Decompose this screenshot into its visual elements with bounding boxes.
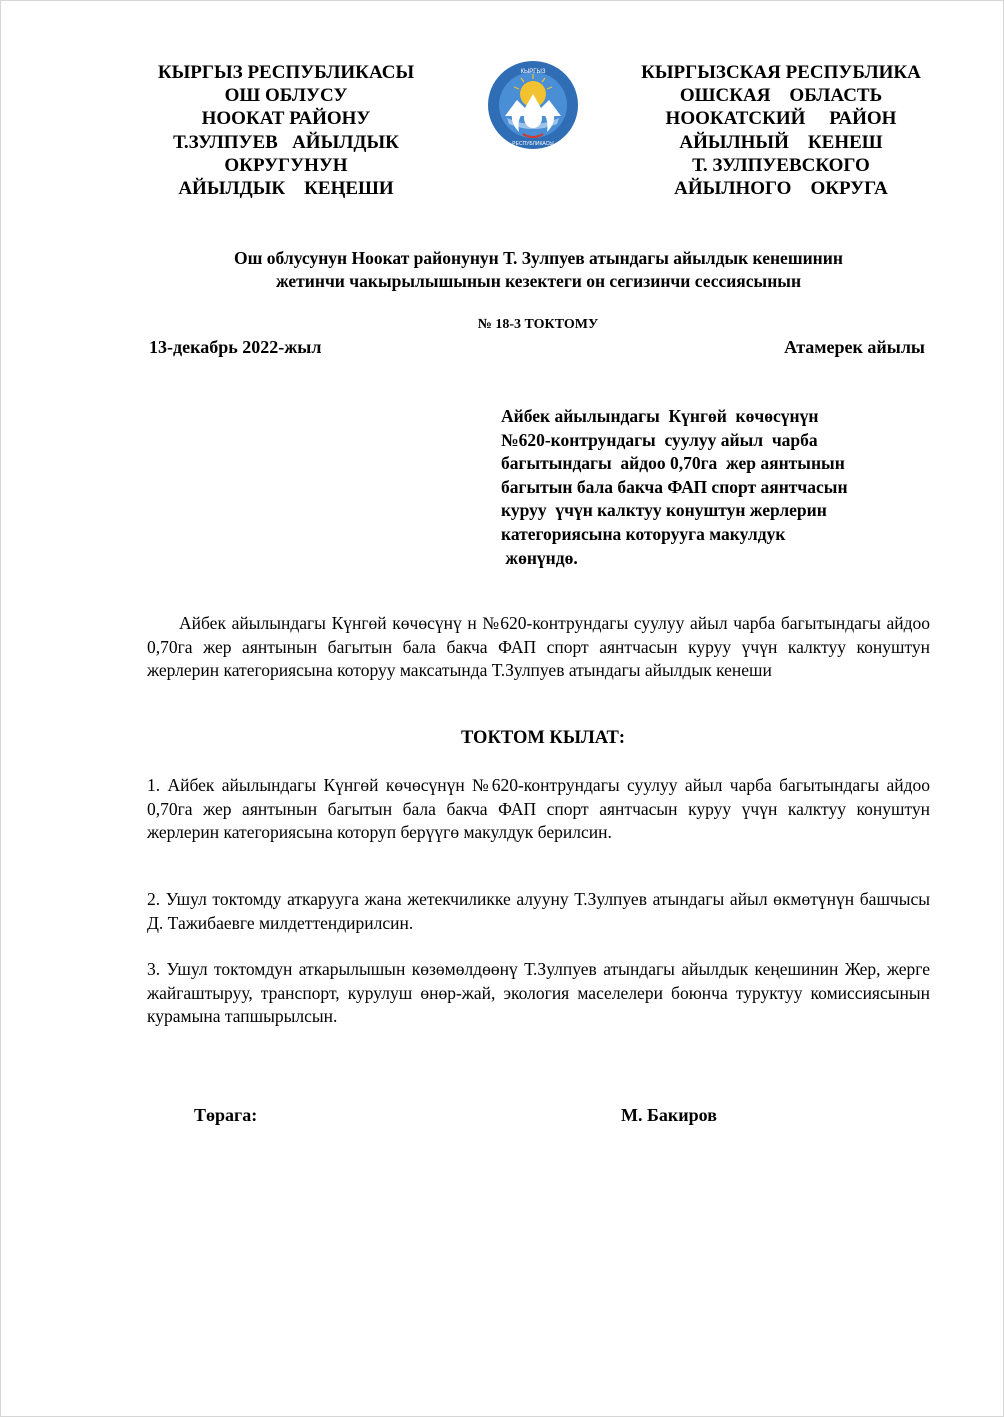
- session-line: жетинчи чакырылышынын кезектеги он сегизинчи сессиясынын: [275, 271, 802, 291]
- decree-date: 13-декабрь 2022-жыл: [149, 337, 322, 357]
- header-left-line: НООКАТ РАЙОНУ: [201, 108, 371, 130]
- signature-title: Төрага:: [194, 1105, 258, 1125]
- emblem-top-text: КЫРГЫЗ: [520, 69, 546, 75]
- subject-line: багытын бала бакча ФАП спорт аянтчасын: [501, 476, 848, 497]
- header-left-line: АЙЫЛДЫК КЕҢЕШИ: [178, 178, 394, 200]
- header-left-line: Т.ЗУЛПУЕВ АЙЫЛДЫК: [173, 131, 399, 153]
- subject-line: категориясына которууга макулдук: [501, 523, 786, 544]
- subject-line: жөнүндө.: [501, 547, 578, 568]
- header-right-line: Т. ЗУЛПУЕВСКОГО: [692, 154, 870, 176]
- header-kyrgyz: [121, 61, 451, 200]
- decree-subject: [501, 405, 921, 570]
- resolution-item-3: 3. Ушул токтомдун аткарылышын көзөмөлдөөнү Т.Зулпуев атындагы айылдык кеңешинин Жер, жерге жайгаштыруу, транспорт, курулуш өнөр-жай, экология маселелери боюнча туруктуу комиссиясынын курамына тапшырылсын.: [147, 959, 930, 1027]
- session-line: Ош облусунун Ноокат районунун Т. Зулпуев атындагы айылдык кенешинин: [234, 248, 843, 268]
- header-left-line: КЫРГЫЗ РЕСПУБЛИКАСЫ: [157, 62, 415, 83]
- decree-number: № 18-3 ТОКТОМУ: [477, 317, 599, 332]
- header-left-line: ОКРУГУНУН: [224, 154, 348, 176]
- header-right-line: КЫРГЫЗСКАЯ РЕСПУБЛИКА: [641, 62, 921, 83]
- intro-paragraph: Айбек айылындагы Күнгөй көчөсүнү н №620-контрундагы суулуу айыл чарба багытындагы айдоо 0,70га жер аянтынын багытын бала бакча ФАП спорт аянтчасын куруу үчүн калктуу конуштун жерлерин категориясына которуу максатында Т.Зулпуев атындагы айылдык кенеши: [147, 613, 930, 681]
- session-heading: [141, 247, 936, 293]
- subject-line: куруу үчүн калктуу конуштун жерлерин: [501, 500, 827, 521]
- emblem-falcon: [524, 108, 542, 128]
- header-right-line: АЙЫЛНОГО ОКРУГА: [674, 178, 888, 200]
- resolve-heading: ТОКТОМ КЫЛАТ:: [460, 728, 626, 748]
- header-right-line: АЙЫЛНЫЙ КЕНЕШ: [679, 131, 883, 153]
- state-emblem-icon: [487, 60, 579, 150]
- header-right-line: ОШСКАЯ ОБЛАСТЬ: [679, 85, 883, 107]
- subject-line: №620-контрундагы суулуу айыл чарба: [501, 429, 818, 450]
- decree-place: Атамерек айылы: [784, 337, 925, 357]
- header-russian: [606, 61, 956, 200]
- emblem-bottom-text: РЕСПУБЛИКАСЫ: [512, 141, 554, 147]
- header-left-line: ОШ ОБЛУСУ: [224, 85, 348, 107]
- subject-line: Айбек айылындагы Күнгөй көчөсүнүн: [501, 406, 819, 426]
- resolution-item-2: 2. Ушул токтомду аткарууга жана жетекчиликке алууну Т.Зулпуев атындагы айыл өкмөтүнүн башчысы Д. Тажибаевге милдеттендирилсин.: [147, 889, 930, 933]
- subject-line: багытындагы айдоо 0,70га жер аянтынын: [501, 453, 845, 474]
- resolution-item-1: 1. Айбек айылындагы Күнгөй көчөсүнүн №620-контрундагы суулуу айыл чарба багытындагы айдоо 0,70га жер аянтынын багытын бала бакча ФАП спорт аянтчасын куруу үчүн калктуу конуштун жерлерин категориясына которуп берүүгө макулдук берилсин.: [147, 775, 930, 843]
- signature-name: М. Бакиров: [621, 1105, 717, 1125]
- header-right-line: НООКАТСКИЙ РАЙОН: [665, 108, 897, 130]
